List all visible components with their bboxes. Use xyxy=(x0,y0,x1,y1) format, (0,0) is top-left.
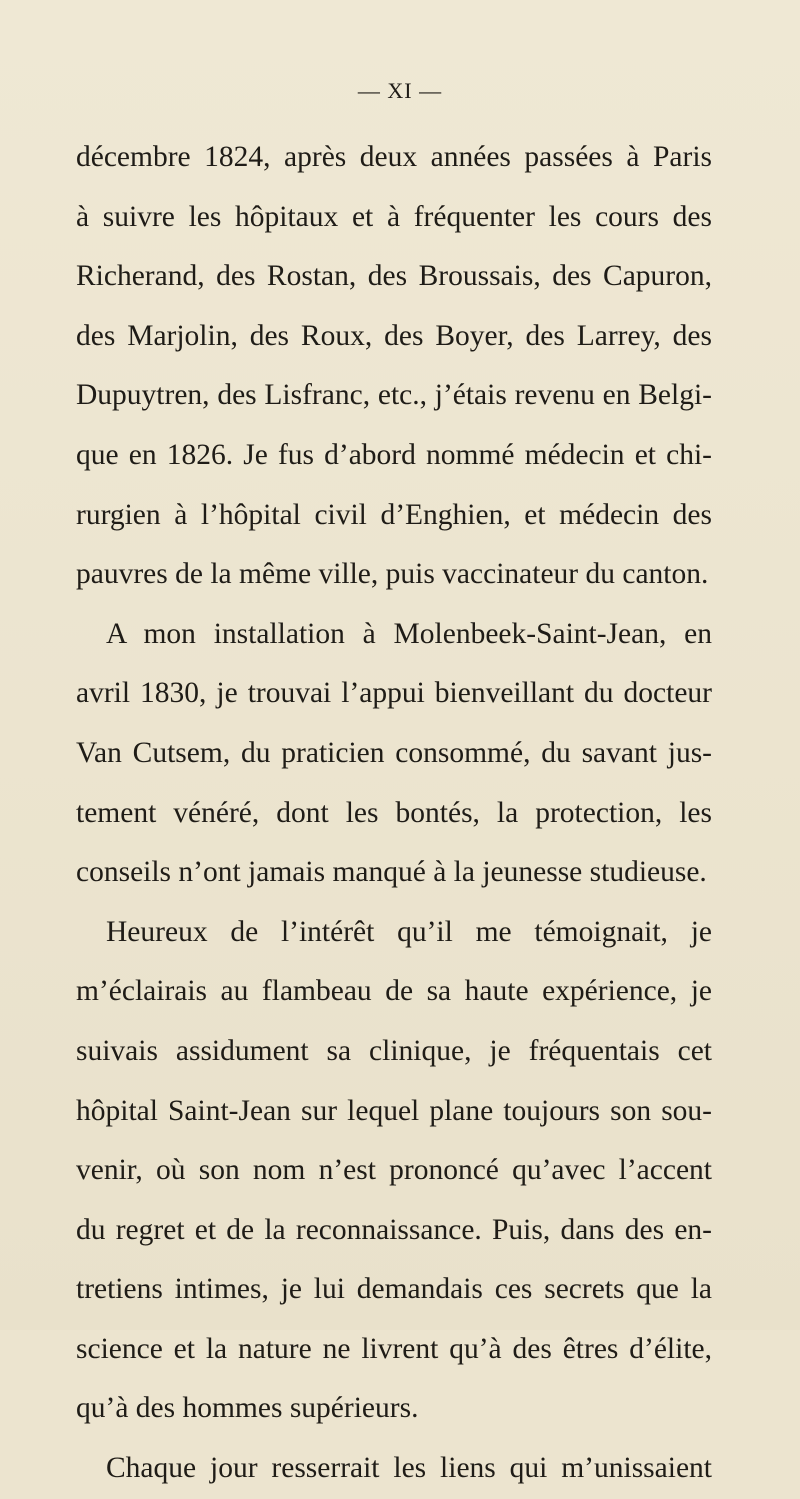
text-line: décembre 1824, après deux années passées à Paris xyxy=(76,141,712,173)
text-line: pauvres de la même ville, puis vaccinateur du canton. xyxy=(76,558,709,591)
text-line: des Marjolin, des Roux, des Boyer, des Larrey, des xyxy=(76,319,712,352)
text-line: qu’à des hommes supérieurs. xyxy=(76,1392,419,1425)
text-line: à suivre les hôpitaux et à fréquenter les cours des xyxy=(76,200,712,233)
text-line: rurgien à l’hôpital civil d’Enghien, et médecin des xyxy=(76,498,712,531)
text-line: Dupuytren, des Lisfranc, etc., j’étais revenu en Belgi- xyxy=(76,379,712,412)
text-line: hôpital Saint-Jean sur lequel plane toujours son sou- xyxy=(76,1094,712,1127)
text-line: m’éclairais au flambeau de sa haute expérience, je xyxy=(76,975,712,1008)
text-line: avril 1830, je trouvai l’appui bienveillant du docteur xyxy=(76,677,712,710)
text-line: science et la nature ne livrent qu’à des êtres d’élite, xyxy=(76,1332,712,1365)
text-line: venir, où son nom n’est prononcé qu’avec l’accent xyxy=(76,1154,712,1187)
text-line: A mon installation à Molenbeek-Saint-Jean, en xyxy=(106,617,712,650)
text-line: suivais assidument sa clinique, je fréquentais cet xyxy=(76,1034,712,1067)
text-line: tement vénéré, dont les bontés, la protection, les xyxy=(76,796,712,829)
text-line: tretiens intimes, je lui demandais ces secrets que la xyxy=(76,1273,712,1306)
page-body-text xyxy=(76,128,712,1499)
text-line: Richerand, des Rostan, des Broussais, des Capuron, xyxy=(76,260,712,293)
text-line: Van Cutsem, du praticien consommé, du savant jus- xyxy=(76,736,712,769)
text-line: Heureux de l’intérêt qu’il me témoignait, je xyxy=(106,915,712,948)
text-line: conseils n’ont jamais manqué à la jeunesse studieuse. xyxy=(76,856,707,889)
text-line: Chaque jour resserrait les liens qui m’unissaient xyxy=(106,1452,712,1485)
page-number-header: — XI — xyxy=(357,78,443,103)
text-line: du regret et de la reconnaissance. Puis, dans des en- xyxy=(76,1213,712,1246)
text-line: que en 1826. Je fus d’abord nommé médecin et chi- xyxy=(76,438,712,471)
